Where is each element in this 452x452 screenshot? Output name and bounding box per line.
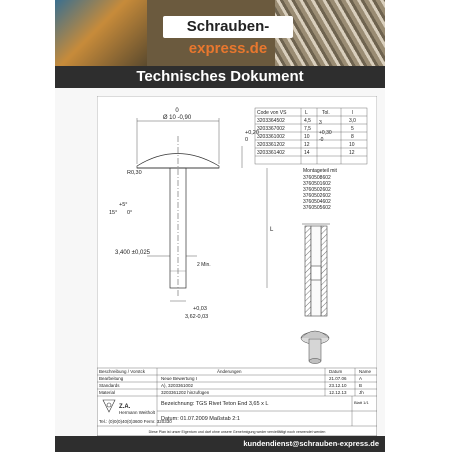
dim-tol-a: +0,03 xyxy=(193,306,207,312)
dim-angle-a: +5° xyxy=(119,202,128,208)
table-cell: 3203364502 xyxy=(257,118,285,124)
montage-code: 3760501602 xyxy=(303,181,331,187)
dim-l: L xyxy=(270,227,274,233)
tb-date: 23.12.10 xyxy=(329,383,347,388)
dim-top-a: 0 xyxy=(175,108,179,114)
company-tel: Tel.: (0)0(0)40(0)3600 Fernr. 320330 xyxy=(99,419,172,424)
montage-code: 3760505602 xyxy=(303,205,331,211)
tb-left: Bearbeitung xyxy=(99,376,124,381)
table-header-l2: l xyxy=(352,110,354,116)
tb-mid: Änderungen xyxy=(217,369,242,374)
company-name: Z.A. xyxy=(119,404,131,410)
tb-date: 21.07.06 xyxy=(329,376,347,381)
dim-head-h2: 0 xyxy=(245,137,249,143)
table-header-l: L xyxy=(305,110,308,116)
tb-left: Standards xyxy=(99,383,120,388)
dim-angle-b: 15° xyxy=(109,210,118,216)
table-cell: 3,0 xyxy=(349,118,356,124)
montage-title: Montageteil mit xyxy=(303,168,337,174)
dim-angle-c: 0° xyxy=(127,210,133,216)
dim-head-h1: +0,20 xyxy=(245,130,259,136)
section-view xyxy=(302,224,330,316)
brand-logo[interactable] xyxy=(163,16,293,57)
tb-mid: Neue Bewertung I xyxy=(161,376,198,381)
header-banner xyxy=(55,0,385,66)
logo-main-text: Schrauben- xyxy=(186,18,270,35)
tol-d: +0,30 xyxy=(319,130,332,136)
montage-code: 3760508602 xyxy=(303,175,331,181)
tol-c: 3 xyxy=(319,120,322,126)
designation: Bezeichnung: TGS Rivet Teton End 3,65 x L xyxy=(161,401,269,407)
table-cell: 14 xyxy=(304,150,310,156)
logo-accent-text: express.de xyxy=(188,40,268,57)
table-header-tol: Tol. xyxy=(322,110,330,116)
table-cell: 7,5 xyxy=(304,126,311,132)
dim-radius: R0,30 xyxy=(127,170,142,176)
table-cell: 12 xyxy=(304,142,310,148)
tb-left: Material xyxy=(99,390,116,395)
tb-mid: 3203361202 hinzufügen xyxy=(161,390,210,395)
copyright: Diese Plan ist unser Eigentum und darf ohne unsere Genehmigung weder vervielfältigt noch verwendet werden xyxy=(148,430,326,434)
table-cell: 10 xyxy=(349,142,355,148)
tb-mid: A), 3203361002 xyxy=(161,383,194,388)
company-sub: Hermann Weitholt xyxy=(119,410,155,415)
dim-min: 2 Min. xyxy=(197,262,211,268)
table-cell: 3203367002 xyxy=(257,126,285,132)
doc-no: Blatt 1/1 xyxy=(354,400,369,405)
table-cell: 10 xyxy=(304,134,310,140)
tb-sig: B xyxy=(359,383,363,388)
technical-drawing xyxy=(97,96,377,436)
tb-sig: Name xyxy=(359,369,372,374)
montage-code: 3760504602 xyxy=(303,199,331,205)
tb-sig: Jh xyxy=(359,390,364,395)
table-cell: 3203361402 xyxy=(257,150,285,156)
dim-tol-b: 3,62-0,03 xyxy=(185,314,209,320)
tb-left: Beschreibung / Vorstck xyxy=(99,369,146,374)
table-cell: 5 xyxy=(351,126,354,132)
tol-e: -0 xyxy=(319,137,324,143)
montage-code: 3760502602 xyxy=(303,193,331,199)
tb-date: Datum xyxy=(329,369,343,374)
tb-sig: A xyxy=(359,376,363,381)
montage-code: 3760502602 xyxy=(303,187,331,193)
table-header-code: Code von VS xyxy=(257,110,287,116)
dim-shank: 3,400 ±0,025 xyxy=(115,250,150,256)
document-sheet xyxy=(55,0,385,452)
table-cell: 3203361002 xyxy=(257,134,285,140)
support-email-link[interactable]: kundendienst@schrauben-express.de xyxy=(243,439,379,448)
dim-top-b: Ø 10 -0,90 xyxy=(162,115,192,121)
scale: Datum: 01.07.2009 Maßstab 2:1 xyxy=(161,416,240,422)
tools-photo xyxy=(55,0,147,66)
table-cell: 12 xyxy=(349,150,355,156)
table-cell: 4,5 xyxy=(304,118,311,124)
footer-bar xyxy=(55,436,385,452)
tb-date: 12.12.13 xyxy=(329,390,347,395)
document-title: Technisches Dokument xyxy=(55,66,385,88)
table-cell: 8 xyxy=(351,134,354,140)
table-cell: 3203361202 xyxy=(257,142,285,148)
